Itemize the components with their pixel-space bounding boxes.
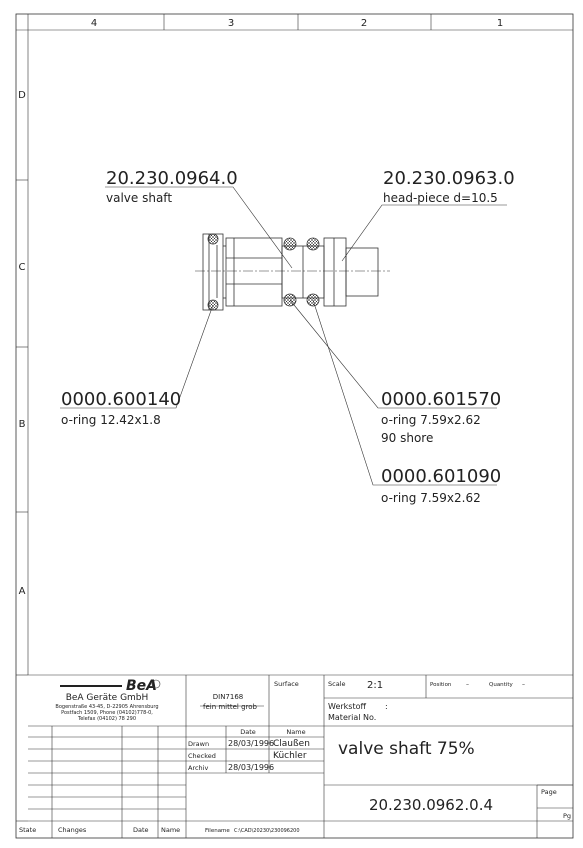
- surface-label: Surface: [274, 680, 299, 688]
- company-address: Postfach 1509, Phone (04102)778-0,: [61, 710, 153, 716]
- revision-name-label: Name: [161, 826, 181, 834]
- valve-shaft-assembly: [195, 234, 390, 310]
- callout-head-piece: [383, 168, 515, 205]
- filename-label: Filename: [205, 828, 230, 834]
- changes-label: Changes: [58, 826, 87, 834]
- quantity-value: –: [522, 681, 525, 688]
- company-address: Bogenstraße 43-45, D-22905 Ahrensburg: [55, 704, 159, 710]
- drawn-name: Claußen: [273, 739, 310, 749]
- zone-row-label: D: [18, 90, 26, 101]
- callout-part-number: 0000.601570: [381, 389, 502, 410]
- callout-part-number: 0000.600140: [61, 389, 182, 410]
- drawing-title: valve shaft 75%: [338, 739, 475, 759]
- callout-o-ring-601090: [381, 466, 501, 505]
- callout-part-number: 0000.601090: [381, 466, 502, 487]
- zone-row-label: C: [18, 262, 26, 273]
- logo-text: BeA: [126, 678, 158, 694]
- material-label: Werkstoff: [328, 702, 366, 711]
- position-label: Position: [430, 682, 452, 688]
- company-address: Telefax (04102) 78 290: [77, 716, 137, 722]
- company-name: BeA Geräte GmbH: [65, 693, 149, 703]
- callout-description: valve shaft: [106, 191, 173, 205]
- material-no-label: Material No.: [328, 713, 377, 722]
- archive-label: Archiv: [188, 764, 209, 772]
- revision-date-label: Date: [133, 826, 149, 834]
- checked-label: Checked: [188, 752, 216, 760]
- callout-o-ring-601570: [381, 389, 501, 445]
- zone-row-label: B: [18, 419, 26, 430]
- company-logo: [60, 678, 160, 694]
- scale-label: Scale: [328, 680, 346, 688]
- zone-labels: [18, 18, 503, 597]
- name-header: Name: [286, 728, 306, 736]
- zone-column-label: 4: [90, 18, 98, 29]
- zone-column-label: 1: [496, 18, 504, 29]
- scale-value: 2:1: [367, 680, 384, 691]
- zone-row-label: A: [18, 586, 26, 597]
- callout-description: o-ring 7.59x2.62: [381, 413, 481, 427]
- filename-value: C:\CAD\20230\230096200: [234, 828, 300, 834]
- callout-description: o-ring 7.59x2.62: [381, 491, 481, 505]
- page-label: Page: [541, 788, 557, 796]
- drawn-label: Drawn: [188, 740, 210, 748]
- callout-o-ring-600140: [61, 389, 181, 427]
- callout-description: 90 shore: [381, 431, 434, 445]
- position-value: –: [466, 681, 469, 688]
- date-header: Date: [240, 728, 256, 736]
- drawn-date: 28/03/1996: [228, 739, 275, 748]
- callout-part-number: 20.230.0964.0: [106, 168, 238, 189]
- archive-date: 28/03/1996: [228, 763, 275, 772]
- material-separator: :: [385, 702, 388, 711]
- zone-column-label: 2: [360, 18, 368, 29]
- tolerance-classes: fein mittel grob: [202, 703, 258, 711]
- state-label: State: [19, 826, 37, 834]
- drawing-number: 20.230.0962.0.4: [368, 796, 494, 814]
- tolerance-standard: DIN7168: [212, 693, 244, 701]
- leader-lines: [60, 187, 507, 485]
- title-block: [16, 675, 573, 838]
- quantity-label: Quantity: [489, 682, 513, 688]
- callout-description: head-piece d=10.5: [383, 191, 498, 205]
- callout-valve-shaft: [106, 168, 238, 205]
- callout-part-number: 20.230.0963.0: [383, 168, 515, 189]
- checked-name: Küchler: [273, 751, 307, 761]
- pg-label: Pg: [563, 812, 572, 820]
- callout-description: o-ring 12.42x1.8: [61, 413, 161, 427]
- zone-column-label: 3: [227, 18, 235, 29]
